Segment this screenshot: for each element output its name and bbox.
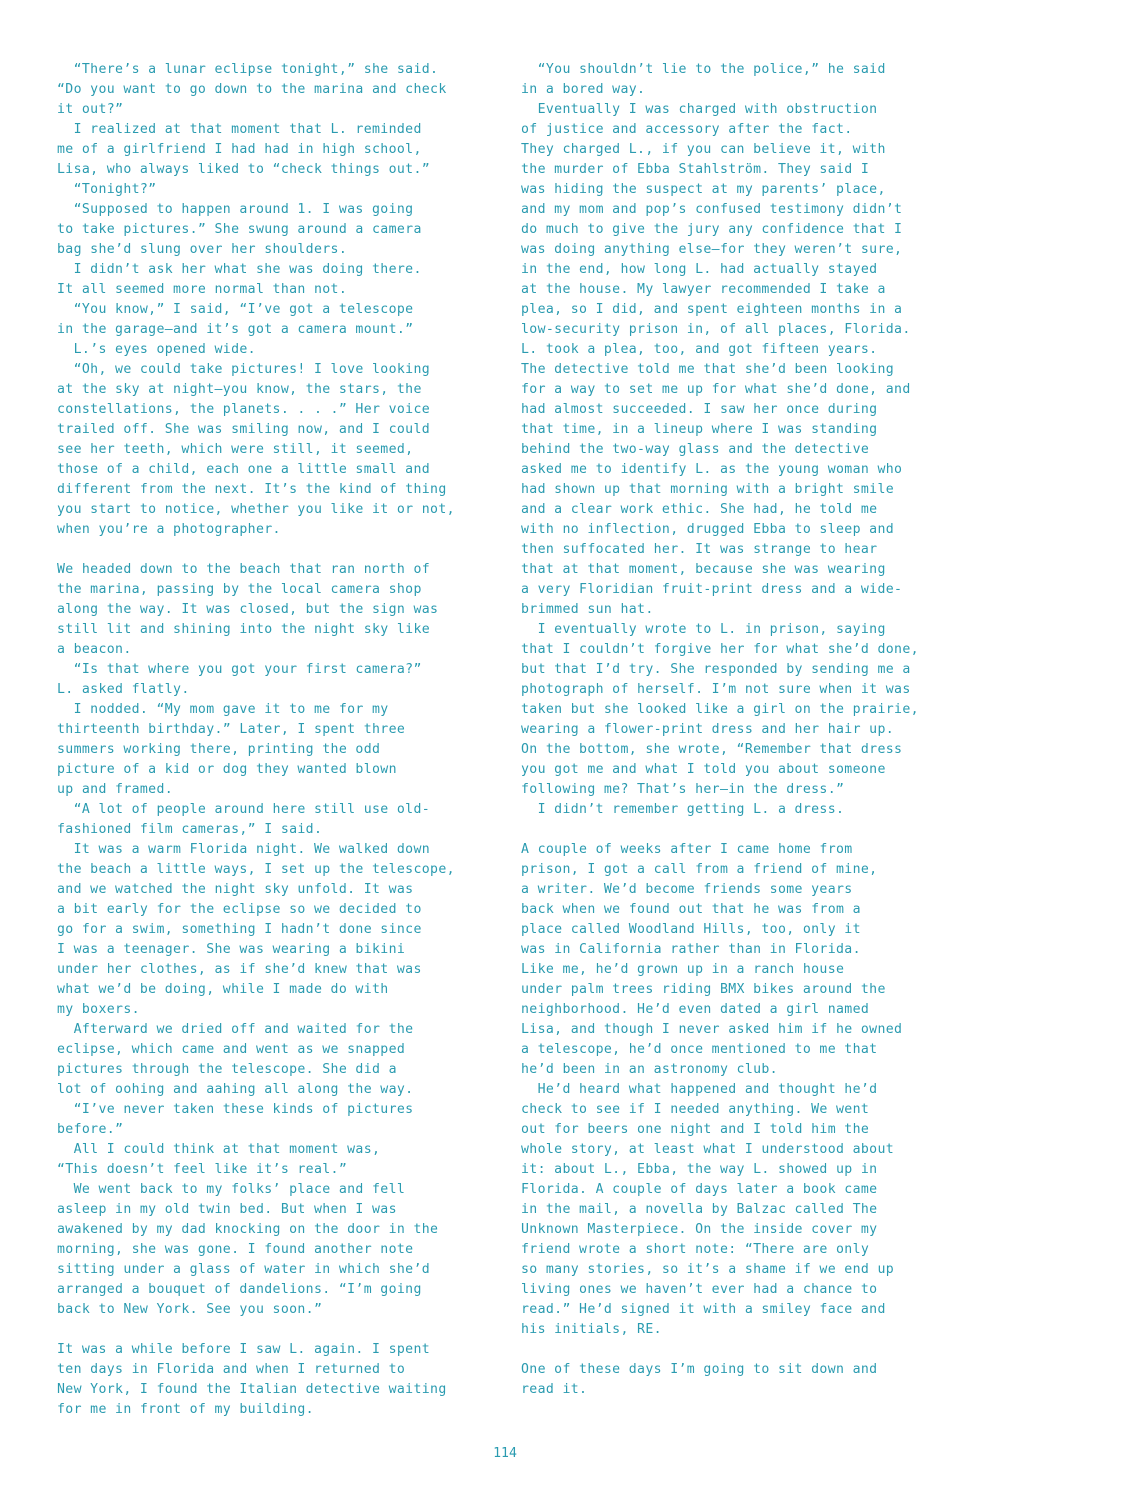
text-line: wearing a flower-print dress and her hair up.	[521, 722, 895, 737]
text-line	[57, 540, 497, 560]
text-line: eclipse, which came and went as we snapped	[57, 1042, 406, 1057]
text-line: it out?”	[57, 102, 124, 117]
text-line: photograph of herself. I’m not sure when it was	[521, 682, 911, 697]
text-line: so many stories, so it’s a shame if we end up	[521, 1262, 895, 1277]
text-line: trailed off. She was smiling now, and I could	[57, 422, 431, 437]
text-line: me of a girlfriend I had had in high school,	[57, 142, 422, 157]
text-line: low-security prison in, of all places, Florida.	[521, 322, 911, 337]
text-line: Florida. A couple of days later a book came	[521, 1182, 878, 1197]
text-line: A couple of weeks after I came home from	[521, 842, 853, 857]
text-line: in the mail, a novella by Balzac called The	[521, 1202, 878, 1217]
text-line: that at that moment, because she was wearing	[521, 562, 886, 577]
text-line: behind the two-way glass and the detective	[521, 442, 870, 457]
text-line: that time, in a lineup where I was standing	[521, 422, 878, 437]
text-line: Lisa, who always liked to “check things out.”	[57, 162, 431, 177]
text-line: “I’ve never taken these kinds of pictures	[57, 1102, 414, 1117]
text-line: Unknown Masterpiece. On the inside cover my	[521, 1222, 878, 1237]
text-line: for me in front of my building.	[57, 1402, 314, 1417]
text-line: We went back to my folks’ place and fell	[57, 1182, 406, 1197]
text-line: They charged L., if you can believe it, with	[521, 142, 886, 157]
text-line: he’d been in an astronomy club.	[521, 1062, 778, 1077]
text-line: thirteenth birthday.” Later, I spent three	[57, 722, 406, 737]
text-line: check to see if I needed anything. We went	[521, 1102, 870, 1117]
text-line: L.’s eyes opened wide.	[57, 342, 256, 357]
text-line: go for a swim, something I hadn’t done since	[57, 922, 422, 937]
text-line: a bit early for the eclipse so we decided to	[57, 902, 422, 917]
text-line: had almost succeeded. I saw her once during	[521, 402, 878, 417]
text-line: ten days in Florida and when I returned to	[57, 1362, 406, 1377]
text-line: the marina, passing by the local camera shop	[57, 582, 422, 597]
text-line: in the garage—and it’s got a camera mount.”	[57, 322, 414, 337]
text-line: picture of a kid or dog they wanted blown	[57, 762, 397, 777]
text-line: had shown up that morning with a bright smile	[521, 482, 895, 497]
text-line: before.”	[57, 1122, 124, 1137]
text-line: under palm trees riding BMX bikes around the	[521, 982, 886, 997]
text-line: then suffocated her. It was strange to hear	[521, 542, 878, 557]
text-line: his initials, RE.	[521, 1322, 662, 1337]
text-line: my boxers.	[57, 1002, 140, 1017]
text-line: fashioned film cameras,” I said.	[57, 822, 323, 837]
text-line: asked me to identify L. as the young woman who	[521, 462, 903, 477]
text-line: at the house. My lawyer recommended I take a	[521, 282, 886, 297]
text-line: “There’s a lunar eclipse tonight,” she said.	[57, 62, 439, 77]
text-line: I didn’t remember getting L. a dress.	[521, 802, 845, 817]
text-line: that I couldn’t forgive her for what she’d done,	[521, 642, 919, 657]
text-line: Like me, he’d grown up in a ranch house	[521, 962, 845, 977]
right-text-column	[521, 60, 961, 1400]
text-line: The detective told me that she’d been looking	[521, 362, 895, 377]
text-line: friend wrote a short note: “There are only	[521, 1242, 870, 1257]
text-line: was in California rather than in Florida.	[521, 942, 861, 957]
text-line: and a clear work ethic. She had, he told me	[521, 502, 878, 517]
text-line: a beacon.	[57, 642, 132, 657]
page-number: 114	[493, 1446, 517, 1461]
text-line: in the end, how long L. had actually stayed	[521, 262, 878, 277]
text-line: to take pictures.” She swung around a camera	[57, 222, 422, 237]
text-line: I was a teenager. She was wearing a bikini	[57, 942, 406, 957]
text-line: “Supposed to happen around 1. I was going	[57, 202, 414, 217]
text-line: It was a while before I saw L. again. I spent	[57, 1342, 431, 1357]
text-line: in a bored way.	[521, 82, 646, 97]
text-line: living ones we haven’t ever had a chance to	[521, 1282, 878, 1297]
text-line: do much to give the jury any confidence that I	[521, 222, 903, 237]
text-line: I didn’t ask her what she was doing there.	[57, 262, 422, 277]
text-line: “Is that where you got your first camera?”	[57, 662, 422, 677]
text-line: was hiding the suspect at my parents’ place,	[521, 182, 886, 197]
text-line: One of these days I’m going to sit down and	[521, 1362, 878, 1377]
text-line: I nodded. “My mom gave it to me for my	[57, 702, 389, 717]
text-line: the beach a little ways, I set up the telescope,	[57, 862, 455, 877]
text-line: On the bottom, she wrote, “Remember that dress	[521, 742, 903, 757]
text-line: still lit and shining into the night sky like	[57, 622, 431, 637]
text-line: see her teeth, which were still, it seemed,	[57, 442, 414, 457]
text-line: neighborhood. He’d even dated a girl named	[521, 1002, 870, 1017]
text-line: “Oh, we could take pictures! I love looking	[57, 362, 431, 377]
text-line: lot of oohing and aahing all along the way.	[57, 1082, 414, 1097]
text-line: He’d heard what happened and thought he’d	[521, 1082, 878, 1097]
text-line: taken but she looked like a girl on the prairie,	[521, 702, 919, 717]
text-line: with no inflection, drugged Ebba to sleep and	[521, 522, 895, 537]
text-line: plea, so I did, and spent eighteen months in a	[521, 302, 903, 317]
text-line: pictures through the telescope. She did a	[57, 1062, 397, 1077]
text-line: of justice and accessory after the fact.	[521, 122, 853, 137]
text-line: summers working there, printing the odd	[57, 742, 381, 757]
text-line: It all seemed more normal than not.	[57, 282, 348, 297]
text-line: up and framed.	[57, 782, 174, 797]
text-line: and my mom and pop’s confused testimony didn’t	[521, 202, 903, 217]
text-line: I eventually wrote to L. in prison, saying	[521, 622, 886, 637]
text-line: at the sky at night—you know, the stars, the	[57, 382, 422, 397]
text-line: Afterward we dried off and waited for the	[57, 1022, 414, 1037]
text-line: L. asked flatly.	[57, 682, 190, 697]
text-line: It was a warm Florida night. We walked down	[57, 842, 431, 857]
text-line: read it.	[521, 1382, 588, 1397]
text-line: “You know,” I said, “I’ve got a telescope	[57, 302, 414, 317]
text-line: following me? That’s her—in the dress.”	[521, 782, 845, 797]
text-line: out for beers one night and I told him the	[521, 1122, 870, 1137]
text-line: brimmed sun hat.	[521, 602, 654, 617]
text-line: “Do you want to go down to the marina and check	[57, 82, 447, 97]
text-line: bag she’d slung over her shoulders.	[57, 242, 348, 257]
text-line	[57, 1320, 497, 1340]
text-line: and we watched the night sky unfold. It was	[57, 882, 414, 897]
text-line: back to New York. See you soon.”	[57, 1302, 323, 1317]
text-line: you got me and what I told you about someone	[521, 762, 886, 777]
text-line: place called Woodland Hills, too, only it	[521, 922, 861, 937]
text-line: “You shouldn’t lie to the police,” he said	[521, 62, 886, 77]
text-line: I realized at that moment that L. reminded	[57, 122, 422, 137]
text-line: awakened by my dad knocking on the door in the	[57, 1222, 439, 1237]
text-line: Lisa, and though I never asked him if he owned	[521, 1022, 903, 1037]
text-line: a writer. We’d become friends some years	[521, 882, 853, 897]
text-line: when you’re a photographer.	[57, 522, 281, 537]
text-line: “A lot of people around here still use old-	[57, 802, 431, 817]
text-line: morning, she was gone. I found another note	[57, 1242, 414, 1257]
text-line	[521, 820, 961, 840]
text-line: back when we found out that he was from a	[521, 902, 861, 917]
text-line	[521, 1340, 961, 1360]
text-line: “Tonight?”	[57, 182, 157, 197]
text-line: whole story, at least what I understood about	[521, 1142, 895, 1157]
text-line: what we’d be doing, while I made do with	[57, 982, 389, 997]
text-line: different from the next. It’s the kind of thing	[57, 482, 447, 497]
text-line: was doing anything else—for they weren’t sure,	[521, 242, 903, 257]
text-line: We headed down to the beach that ran north of	[57, 562, 431, 577]
text-line: but that I’d try. She responded by sending me a	[521, 662, 911, 677]
left-text-column	[57, 60, 497, 1420]
text-line: “This doesn’t feel like it’s real.”	[57, 1162, 348, 1177]
text-line: sitting under a glass of water in which she’d	[57, 1262, 431, 1277]
text-line: L. took a plea, too, and got fifteen years.	[521, 342, 878, 357]
text-line: All I could think at that moment was,	[57, 1142, 381, 1157]
text-line: those of a child, each one a little small and	[57, 462, 431, 477]
text-line: read.” He’d signed it with a smiley face and	[521, 1302, 886, 1317]
text-line: Eventually I was charged with obstruction	[521, 102, 878, 117]
text-line: under her clothes, as if she’d knew that was	[57, 962, 422, 977]
text-line: the murder of Ebba Stahlström. They said I	[521, 162, 870, 177]
text-line: for a way to set me up for what she’d done, and	[521, 382, 911, 397]
text-line: prison, I got a call from a friend of mine,	[521, 862, 878, 877]
text-line: along the way. It was closed, but the sign was	[57, 602, 439, 617]
text-line: asleep in my old twin bed. But when I was	[57, 1202, 397, 1217]
text-line: constellations, the planets. . . .” Her voice	[57, 402, 431, 417]
text-line: a very Floridian fruit-print dress and a wide-	[521, 582, 903, 597]
text-line: it: about L., Ebba, the way L. showed up in	[521, 1162, 878, 1177]
text-line: you start to notice, whether you like it or not,	[57, 502, 455, 517]
text-line: New York, I found the Italian detective waiting	[57, 1382, 447, 1397]
text-line: arranged a bouquet of dandelions. “I’m going	[57, 1282, 422, 1297]
text-line: a telescope, he’d once mentioned to me that	[521, 1042, 878, 1057]
